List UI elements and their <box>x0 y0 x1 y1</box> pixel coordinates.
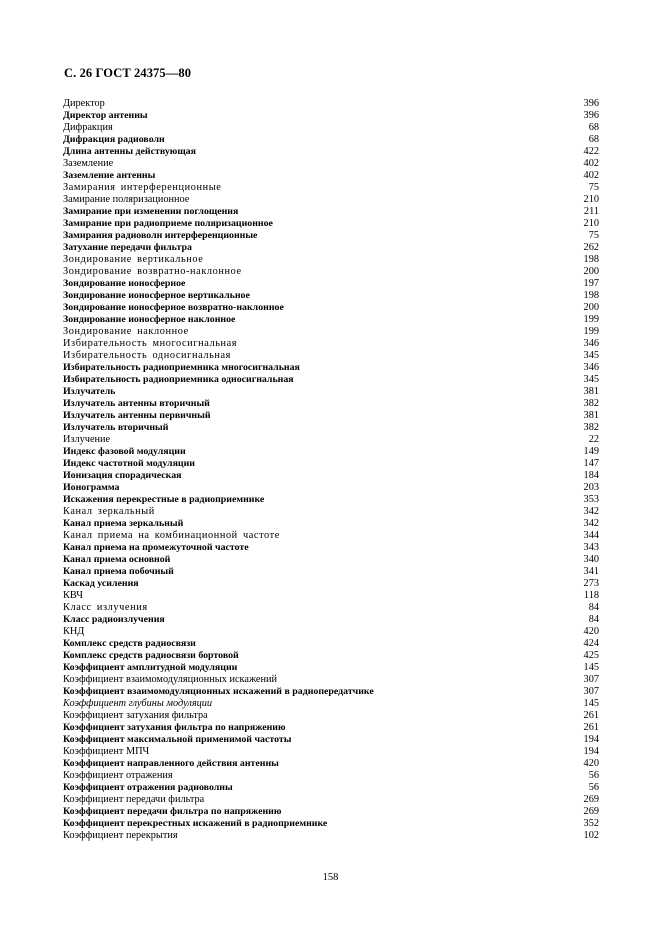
index-page-ref: 211 <box>583 206 599 217</box>
index-entry <box>63 530 599 542</box>
index-term: Коэффициент МПЧ <box>63 746 150 757</box>
index-term: Коэффициент перекрестных искажений в радиоприемнике <box>63 818 328 829</box>
index-page-ref: 84 <box>588 602 599 613</box>
index-page-ref: 145 <box>583 698 599 709</box>
index-entry <box>63 518 599 530</box>
index-page-ref: 145 <box>583 662 599 673</box>
index-term: Коэффициент отражения <box>63 770 173 781</box>
index-term: Зондирование возвратно-наклонное <box>63 266 242 277</box>
index-entry <box>63 602 599 614</box>
index-term: Замирание при изменении поглощения <box>63 206 239 217</box>
index-term: Канал приема основной <box>63 554 171 565</box>
index-term: Коэффициент передачи фильтра по напряжению <box>63 806 282 817</box>
index-page-ref: 84 <box>588 614 599 625</box>
index-entry <box>63 506 599 518</box>
index-entry <box>63 302 599 314</box>
index-entry <box>63 362 599 374</box>
index-entry <box>63 578 599 590</box>
index-entry <box>63 98 599 110</box>
index-page-ref: 198 <box>583 254 599 265</box>
index-entry <box>63 110 599 122</box>
index-entry <box>63 326 599 338</box>
index-term: КВЧ <box>63 590 83 601</box>
index-page-ref: 420 <box>583 758 599 769</box>
index-entry <box>63 830 599 842</box>
index-term: Излучатель <box>63 386 116 397</box>
index-page-ref: 210 <box>583 218 599 229</box>
index-page-ref: 203 <box>583 482 599 493</box>
index-page-ref: 147 <box>583 458 599 469</box>
index-term: Коэффициент максимальной применимой частоты <box>63 734 292 745</box>
index-entry <box>63 722 599 734</box>
index-term: Индекс фазовой модуляции <box>63 446 186 457</box>
index-entry <box>63 470 599 482</box>
index-page-ref: 102 <box>583 830 599 841</box>
index-page-ref: 184 <box>583 470 599 481</box>
index-page-ref: 68 <box>588 122 599 133</box>
index-term: Искажения перекрестные в радиоприемнике <box>63 494 265 505</box>
index-page-ref: 56 <box>588 770 599 781</box>
index-entry <box>63 734 599 746</box>
index-term: КНД <box>63 626 85 637</box>
index-entry <box>63 614 599 626</box>
index-term: Зондирование ионосферное вертикальное <box>63 290 250 301</box>
index-page-ref: 381 <box>583 386 599 397</box>
index-page-ref: 198 <box>583 290 599 301</box>
index-term: Коэффициент отражения радиоволны <box>63 782 233 793</box>
index-page-ref: 56 <box>588 782 599 793</box>
index-entry <box>63 134 599 146</box>
index-page-ref: 194 <box>583 734 599 745</box>
index-entry <box>63 338 599 350</box>
index-page-ref: 396 <box>583 98 599 109</box>
index-entry <box>63 218 599 230</box>
index-page-ref: 75 <box>588 230 599 241</box>
index-entry <box>63 746 599 758</box>
index-term: Зондирование наклонное <box>63 326 189 337</box>
index-entry <box>63 122 599 134</box>
index-entry <box>63 374 599 386</box>
index-entry <box>63 314 599 326</box>
index-entry <box>63 278 599 290</box>
index-term: Зондирование вертикальное <box>63 254 204 265</box>
index-page-ref: 200 <box>583 302 599 313</box>
index-entry <box>63 266 599 278</box>
index-term: Излучение <box>63 434 111 445</box>
index-page-ref: 262 <box>583 242 599 253</box>
index-page-ref: 22 <box>588 434 599 445</box>
index-entry <box>63 170 599 182</box>
index-page-ref: 382 <box>583 398 599 409</box>
index-term: Затухание передачи фильтра <box>63 242 192 253</box>
index-page-ref: 343 <box>583 542 599 553</box>
index-entry <box>63 482 599 494</box>
index-term: Избирательность радиоприемника односигнальная <box>63 374 294 385</box>
index-entry <box>63 626 599 638</box>
index-term: Коэффициент взаимомодуляционных искажений <box>63 674 278 685</box>
index-entry <box>63 290 599 302</box>
index-page-ref: 194 <box>583 746 599 757</box>
index-term: Комплекс средств радиосвязи <box>63 638 196 649</box>
index-page-ref: 269 <box>583 806 599 817</box>
index-term: Зондирование ионосферное возвратно-наклонное <box>63 302 284 313</box>
index-term: Коэффициент затухания фильтра <box>63 710 208 721</box>
index-page-ref: 118 <box>583 590 599 601</box>
index-page-ref: 402 <box>583 170 599 181</box>
index-page-ref: 341 <box>583 566 599 577</box>
index-entry <box>63 158 599 170</box>
index-term: Коэффициент взаимомодуляционных искажений в радиопередатчике <box>63 686 374 697</box>
index-entry <box>63 230 599 242</box>
index-page-ref: 307 <box>583 674 599 685</box>
index-entry <box>63 650 599 662</box>
index-entry <box>63 194 599 206</box>
page-header: С. 26 ГОСТ 24375—80 <box>64 66 192 80</box>
index-term: Излучатель антенны первичный <box>63 410 211 421</box>
index-entry <box>63 686 599 698</box>
index-term: Излучатель антенны вторичный <box>63 398 210 409</box>
index-page-ref: 261 <box>583 710 599 721</box>
index-term: Заземление <box>63 158 114 169</box>
index-entry <box>63 638 599 650</box>
index-entry <box>63 758 599 770</box>
index-term: Зондирование ионосферное <box>63 278 186 289</box>
index-page-ref: 273 <box>583 578 599 589</box>
index-page-ref: 345 <box>583 374 599 385</box>
index-page-ref: 346 <box>583 338 599 349</box>
index-term: Замирание при радиоприеме поляризационное <box>63 218 273 229</box>
index-entry <box>63 386 599 398</box>
index-entry <box>63 410 599 422</box>
index-page-ref: 68 <box>588 134 599 145</box>
index-entry <box>63 566 599 578</box>
index-entry <box>63 770 599 782</box>
index-term: Канал зеркальный <box>63 506 155 517</box>
index-term: Коэффициент передачи фильтра <box>63 794 205 805</box>
index-page-ref: 346 <box>583 362 599 373</box>
index-term: Избирательность односигнальная <box>63 350 231 361</box>
index-entry <box>63 794 599 806</box>
index-term: Длина антенны действующая <box>63 146 196 157</box>
index-term: Коэффициент глубины модуляции <box>63 698 213 709</box>
page-number: 158 <box>322 872 339 883</box>
index-page-ref: 344 <box>583 530 599 541</box>
index-page-ref: 342 <box>583 506 599 517</box>
index-page-ref: 149 <box>583 446 599 457</box>
index-page-ref: 352 <box>583 818 599 829</box>
index-page-ref: 261 <box>583 722 599 733</box>
index-entry <box>63 806 599 818</box>
index-term: Ионизация спорадическая <box>63 470 182 481</box>
index-entry <box>63 590 599 602</box>
index-entry <box>63 350 599 362</box>
index-page-ref: 424 <box>583 638 599 649</box>
index-page-ref: 199 <box>583 314 599 325</box>
index-entry <box>63 182 599 194</box>
index-page-ref: 420 <box>583 626 599 637</box>
index-entry <box>63 698 599 710</box>
index-entry <box>63 242 599 254</box>
index-entry <box>63 446 599 458</box>
index-page-ref: 197 <box>583 278 599 289</box>
index-page-ref: 210 <box>583 194 599 205</box>
index-page-ref: 425 <box>583 650 599 661</box>
index-term: Замирание поляризационное <box>63 194 190 205</box>
index-term: Избирательность многосигнальная <box>63 338 238 349</box>
index-page-ref: 353 <box>583 494 599 505</box>
index-term: Канал приема зеркальный <box>63 518 184 529</box>
index-term: Дифракция радиоволн <box>63 134 165 145</box>
index-term: Комплекс средств радиосвязи бортовой <box>63 650 239 661</box>
index-entry <box>63 818 599 830</box>
index-page-ref: 75 <box>588 182 599 193</box>
index-page-ref: 422 <box>583 146 599 157</box>
index-term: Директор <box>63 98 105 109</box>
index-term: Класс радиоизлучения <box>63 614 165 625</box>
index-page-ref: 199 <box>583 326 599 337</box>
index-term: Каскад усиления <box>63 578 139 589</box>
index-page-ref: 396 <box>583 110 599 121</box>
index-term: Заземление антенны <box>63 170 156 181</box>
index-term: Избирательность радиоприемника многосигнальная <box>63 362 300 373</box>
index-term: Замирания радиоволн интерференционные <box>63 230 258 241</box>
index-term: Класс излучения <box>63 602 148 613</box>
index-page-ref: 200 <box>583 266 599 277</box>
index-entry <box>63 494 599 506</box>
index-term: Коэффициент амплитудной модуляции <box>63 662 238 673</box>
index-term: Директор антенны <box>63 110 148 121</box>
index-term: Канал приема побочный <box>63 566 174 577</box>
index-page-ref: 382 <box>583 422 599 433</box>
index-entry <box>63 422 599 434</box>
index-term: Ионограмма <box>63 482 120 493</box>
index-term: Дифракция <box>63 122 113 133</box>
index-entry <box>63 710 599 722</box>
index-entry <box>63 398 599 410</box>
index-page-ref: 345 <box>583 350 599 361</box>
index-term: Коэффициент затухания фильтра по напряжению <box>63 722 286 733</box>
index-page-ref: 381 <box>583 410 599 421</box>
index-entry <box>63 662 599 674</box>
index-entry <box>63 434 599 446</box>
index-page-ref: 342 <box>583 518 599 529</box>
index-term: Излучатель вторичный <box>63 422 169 433</box>
index-page-ref: 269 <box>583 794 599 805</box>
index-term: Коэффициент направленного действия антенны <box>63 758 279 769</box>
index-entry <box>63 554 599 566</box>
index-entry <box>63 782 599 794</box>
index-term: Зондирование ионосферное наклонное <box>63 314 236 325</box>
index-page-ref: 402 <box>583 158 599 169</box>
index-list <box>63 98 599 842</box>
index-term: Канал приема на комбинационной частоте <box>63 530 280 541</box>
index-entry <box>63 674 599 686</box>
index-term: Коэффициент перекрытия <box>63 830 178 841</box>
index-entry <box>63 206 599 218</box>
index-entry <box>63 458 599 470</box>
index-page-ref: 307 <box>583 686 599 697</box>
index-term: Канал приема на промежуточной частоте <box>63 542 249 553</box>
index-entry <box>63 146 599 158</box>
index-term: Индекс частотной модуляции <box>63 458 195 469</box>
index-term: Замирания интерференционные <box>63 182 222 193</box>
index-entry <box>63 254 599 266</box>
index-page-ref: 340 <box>583 554 599 565</box>
index-entry <box>63 542 599 554</box>
